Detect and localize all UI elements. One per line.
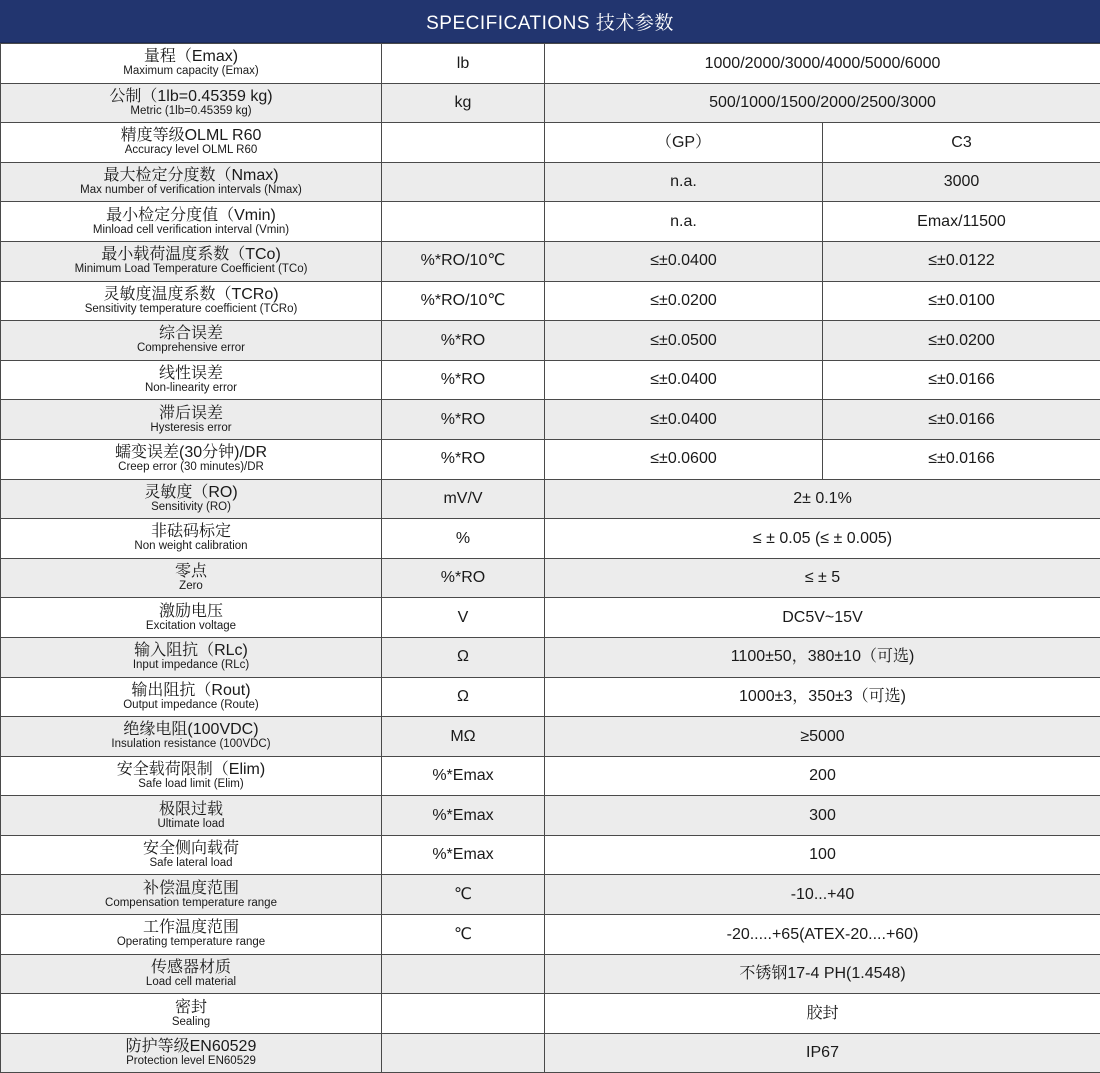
unit-cell: ℃: [382, 915, 545, 955]
parameter-name-zh: 蠕变误差(30分钟)/DR: [1, 444, 381, 461]
value-cell: 不锈钢17-4 PH(1.4548): [545, 954, 1100, 994]
parameter-name-zh: 综合误差: [1, 325, 381, 342]
parameter-name-cell: [1, 44, 382, 84]
value-cell-c3: ≤±0.0200: [823, 321, 1100, 361]
parameter-name-cell: [1, 994, 382, 1034]
parameter-name-cell: [1, 83, 382, 123]
spec-row: [1, 1033, 1100, 1073]
parameter-name-en: Non weight calibration: [1, 540, 381, 553]
unit-cell: %*RO: [382, 400, 545, 440]
unit-cell: %*RO/10℃: [382, 281, 545, 321]
parameter-name-cell: [1, 717, 382, 757]
parameter-name-zh: 传感器材质: [1, 959, 381, 976]
value-cell-c3: C3: [823, 123, 1100, 163]
value-cell-c3: ≤±0.0166: [823, 400, 1100, 440]
unit-cell: [382, 123, 545, 163]
parameter-name-en: Sealing: [1, 1016, 381, 1029]
parameter-name-cell: [1, 835, 382, 875]
parameter-name-zh: 非砝码标定: [1, 523, 381, 540]
parameter-name-cell: [1, 598, 382, 638]
spec-row: [1, 44, 1100, 84]
spec-row: [1, 202, 1100, 242]
value-cell-c3: ≤±0.0166: [823, 360, 1100, 400]
parameter-name-en: Metric (1lb=0.45359 kg): [1, 105, 381, 118]
spec-row: [1, 677, 1100, 717]
spec-table-body: [1, 44, 1100, 1073]
parameter-name-cell: [1, 202, 382, 242]
spec-row: [1, 123, 1100, 163]
parameter-name-en: Protection level EN60529: [1, 1055, 381, 1068]
parameter-name-en: Sensitivity temperature coefficient (TCRo): [1, 303, 381, 316]
parameter-name-en: Safe lateral load: [1, 857, 381, 870]
parameter-name-zh: 安全侧向载荷: [1, 840, 381, 857]
parameter-name-cell: [1, 439, 382, 479]
value-cell: 胶封: [545, 994, 1100, 1034]
parameter-name-cell: [1, 162, 382, 202]
unit-cell: %*Emax: [382, 835, 545, 875]
parameter-name-cell: [1, 519, 382, 559]
parameter-name-en: Operating temperature range: [1, 936, 381, 949]
value-cell-c3: ≤±0.0100: [823, 281, 1100, 321]
parameter-name-cell: [1, 796, 382, 836]
value-cell: IP67: [545, 1033, 1100, 1073]
parameter-name-cell: [1, 123, 382, 163]
parameter-name-cell: [1, 321, 382, 361]
unit-cell: V: [382, 598, 545, 638]
unit-cell: %*RO: [382, 360, 545, 400]
parameter-name-en: Max number of verification intervals (Nmax): [1, 184, 381, 197]
spec-row: [1, 83, 1100, 123]
unit-cell: %*Emax: [382, 796, 545, 836]
parameter-name-cell: [1, 241, 382, 281]
value-cell: ≤ ± 0.05 (≤ ± 0.005): [545, 519, 1100, 559]
parameter-name-cell: [1, 875, 382, 915]
unit-cell: %*RO: [382, 439, 545, 479]
parameter-name-zh: 零点: [1, 563, 381, 580]
parameter-name-en: Sensitivity (RO): [1, 501, 381, 514]
parameter-name-zh: 补偿温度范围: [1, 880, 381, 897]
parameter-name-en: Zero: [1, 580, 381, 593]
unit-cell: lb: [382, 44, 545, 84]
parameter-name-en: Hysteresis error: [1, 422, 381, 435]
value-cell: DC5V~15V: [545, 598, 1100, 638]
spec-row: [1, 637, 1100, 677]
parameter-name-zh: 输出阻抗（Rout): [1, 682, 381, 699]
parameter-name-cell: [1, 400, 382, 440]
unit-cell: [382, 202, 545, 242]
parameter-name-cell: [1, 954, 382, 994]
parameter-name-zh: 最小载荷温度系数（TCo): [1, 246, 381, 263]
value-cell-standard: ≤±0.0600: [545, 439, 823, 479]
unit-cell: %*RO: [382, 321, 545, 361]
parameter-name-zh: 灵敏度（RO): [1, 484, 381, 501]
spec-row: [1, 875, 1100, 915]
spec-row: [1, 598, 1100, 638]
parameter-name-en: Minload cell verification interval (Vmin): [1, 224, 381, 237]
value-cell-c3: ≤±0.0122: [823, 241, 1100, 281]
value-cell: ≥5000: [545, 717, 1100, 757]
spec-row: [1, 321, 1100, 361]
value-cell-c3: 3000: [823, 162, 1100, 202]
value-cell: -20.....+65(ATEX-20....+60): [545, 915, 1100, 955]
unit-cell: MΩ: [382, 717, 545, 757]
spec-row: [1, 400, 1100, 440]
spec-row: [1, 915, 1100, 955]
unit-cell: %*RO: [382, 558, 545, 598]
parameter-name-cell: [1, 479, 382, 519]
parameter-name-en: Comprehensive error: [1, 342, 381, 355]
parameter-name-en: Creep error (30 minutes)/DR: [1, 461, 381, 474]
spec-row: [1, 796, 1100, 836]
spec-row: [1, 360, 1100, 400]
unit-cell: [382, 1033, 545, 1073]
value-cell-standard: ≤±0.0500: [545, 321, 823, 361]
parameter-name-zh: 输入阻抗（RLc): [1, 642, 381, 659]
parameter-name-cell: [1, 558, 382, 598]
value-cell: 200: [545, 756, 1100, 796]
value-cell-standard: ≤±0.0400: [545, 400, 823, 440]
value-cell-c3: Emax/11500: [823, 202, 1100, 242]
unit-cell: ℃: [382, 875, 545, 915]
parameter-name-en: Compensation temperature range: [1, 897, 381, 910]
unit-cell: [382, 994, 545, 1034]
parameter-name-en: Safe load limit (Elim): [1, 778, 381, 791]
parameter-name-zh: 绝缘电阻(100VDC): [1, 721, 381, 738]
parameter-name-en: Ultimate load: [1, 818, 381, 831]
value-cell: -10...+40: [545, 875, 1100, 915]
parameter-name-zh: 安全载荷限制（Elim): [1, 761, 381, 778]
parameter-name-zh: 最大检定分度数（Nmax): [1, 167, 381, 184]
parameter-name-zh: 精度等级OLML R60: [1, 127, 381, 144]
parameter-name-en: Non-linearity error: [1, 382, 381, 395]
parameter-name-en: Excitation voltage: [1, 620, 381, 633]
parameter-name-en: Accuracy level OLML R60: [1, 144, 381, 157]
parameter-name-zh: 最小检定分度值（Vmin): [1, 207, 381, 224]
parameter-name-zh: 防护等级EN60529: [1, 1038, 381, 1055]
unit-cell: [382, 954, 545, 994]
unit-cell: [382, 162, 545, 202]
value-cell-standard: ≤±0.0400: [545, 241, 823, 281]
parameter-name-zh: 量程（Emax): [1, 48, 381, 65]
parameter-name-cell: [1, 637, 382, 677]
parameter-name-cell: [1, 281, 382, 321]
parameter-name-cell: [1, 1033, 382, 1073]
parameter-name-zh: 极限过载: [1, 801, 381, 818]
parameter-name-en: Insulation resistance (100VDC): [1, 738, 381, 751]
value-cell: ≤ ± 5: [545, 558, 1100, 598]
value-cell-standard: ≤±0.0200: [545, 281, 823, 321]
parameter-name-zh: 激励电压: [1, 603, 381, 620]
unit-cell: Ω: [382, 677, 545, 717]
parameter-name-zh: 公制（1lb=0.45359 kg): [1, 88, 381, 105]
value-cell: 1000/2000/3000/4000/5000/6000: [545, 44, 1100, 84]
value-cell-standard: n.a.: [545, 162, 823, 202]
parameter-name-zh: 工作温度范围: [1, 919, 381, 936]
value-cell: 500/1000/1500/2000/2500/3000: [545, 83, 1100, 123]
spec-row: [1, 756, 1100, 796]
parameter-name-en: Input impedance (RLc): [1, 659, 381, 672]
value-cell-standard: （GP）: [545, 123, 823, 163]
spec-row: [1, 994, 1100, 1034]
spec-row: [1, 241, 1100, 281]
unit-cell: Ω: [382, 637, 545, 677]
value-cell: 100: [545, 835, 1100, 875]
spec-row: [1, 281, 1100, 321]
spec-row: [1, 954, 1100, 994]
parameter-name-zh: 线性误差: [1, 365, 381, 382]
unit-cell: kg: [382, 83, 545, 123]
value-cell-c3: ≤±0.0166: [823, 439, 1100, 479]
spec-row: [1, 439, 1100, 479]
parameter-name-cell: [1, 915, 382, 955]
parameter-name-cell: [1, 756, 382, 796]
spec-row: [1, 558, 1100, 598]
spec-row: [1, 717, 1100, 757]
value-cell: 1100±50，380±10（可选): [545, 637, 1100, 677]
spec-header-title: SPECIFICATIONS 技术参数: [426, 8, 674, 35]
unit-cell: %: [382, 519, 545, 559]
spec-row: [1, 479, 1100, 519]
parameter-name-zh: 灵敏度温度系数（TCRo): [1, 286, 381, 303]
parameter-name-en: Maximum capacity (Emax): [1, 65, 381, 78]
spec-table: [0, 43, 1100, 1073]
parameter-name-en: Minimum Load Temperature Coefficient (TCo): [1, 263, 381, 276]
unit-cell: %*Emax: [382, 756, 545, 796]
parameter-name-en: Output impedance (Route): [1, 699, 381, 712]
parameter-name-zh: 滞后误差: [1, 405, 381, 422]
value-cell: 2± 0.1%: [545, 479, 1100, 519]
parameter-name-en: Load cell material: [1, 976, 381, 989]
spec-row: [1, 835, 1100, 875]
value-cell-standard: n.a.: [545, 202, 823, 242]
unit-cell: %*RO/10℃: [382, 241, 545, 281]
parameter-name-cell: [1, 360, 382, 400]
parameter-name-cell: [1, 677, 382, 717]
unit-cell: mV/V: [382, 479, 545, 519]
spec-header: [0, 0, 1100, 43]
value-cell: 300: [545, 796, 1100, 836]
spec-row: [1, 519, 1100, 559]
spec-row: [1, 162, 1100, 202]
parameter-name-zh: 密封: [1, 999, 381, 1016]
value-cell-standard: ≤±0.0400: [545, 360, 823, 400]
value-cell: 1000±3，350±3（可选): [545, 677, 1100, 717]
